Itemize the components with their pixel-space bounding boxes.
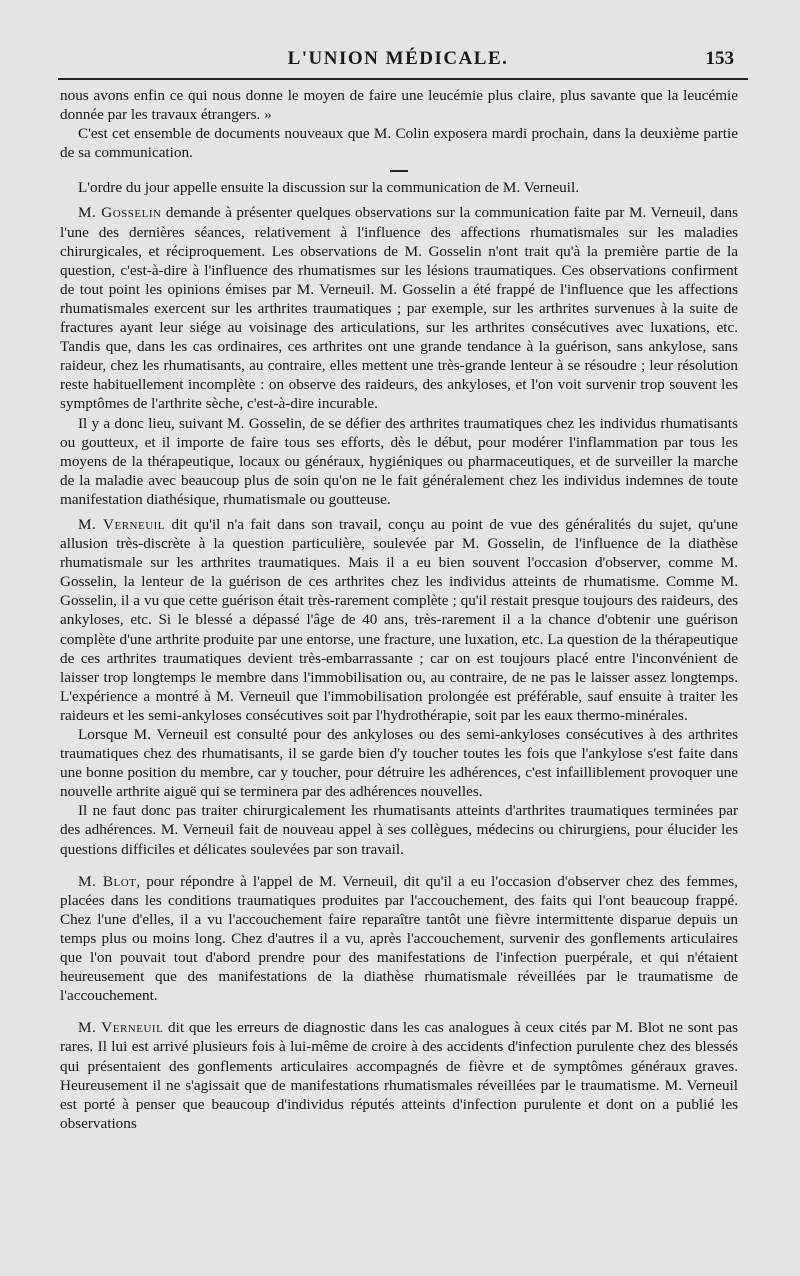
speaker-name: M. Blot bbox=[78, 872, 137, 890]
page-header bbox=[58, 44, 738, 74]
speaker-name: M. Gosselin bbox=[78, 204, 162, 222]
running-title: L'UNION MÉDICALE. bbox=[287, 48, 509, 69]
body-text bbox=[60, 86, 738, 1133]
paragraph-text: dit que les erreurs de diagnostic dans les cas analogues à ceux cités par M. Blot ne sont pas rares. Il lui est arrivé plusieurs fois à lui-même de croire à des accidents d'infection purulente chez des blessés qui présentaient des gonflements articulaires accompagnés de fièvre et de symptômes généraux graves. Heureusement il ne s'agissait que de manifestations rhumatismales réveillées par le traumatisme. M. Verneuil est porté à penser que beaucoup d'individus réputés atteints d'infection purulente et dont on a publié les observations bbox=[60, 1019, 739, 1132]
paragraph-6 bbox=[60, 515, 738, 725]
speaker-name: M. Verneuil bbox=[78, 515, 166, 533]
page-number: 153 bbox=[705, 48, 734, 69]
paragraph-1: nous avons enfin ce qui nous donne le moyen de faire une leucémie plus claire, plus savante que la leucémie donnée par les travaux étrangers. » bbox=[60, 87, 738, 124]
paragraph-4 bbox=[60, 203, 738, 413]
paragraph-text: demande à présenter quelques observations sur la communication faite par M. Verneuil, dans l'une des dernières séances, relativement à l'influence des affections rhumatismales sur les maladies chirurgicales, et réciproquement. Les observations de M. Gosselin n'ont trait qu'à la première partie de la question, c'est-à-dire à l'influence des rhumatismes sur les lésions traumatiques. Ces observations confirment de tout point les opinions émises par M. Verneuil. M. Gosselin a été frappé de l'influence que les affections rhumatismales exercent sur les arthrites traumatiques ; par exemple, sur les arthrites survenues à la suite de fractures ayant leur siége au voisinage des articulations, sur les arthrites consécutives avec luxations, etc. Tandis que, dans les cas ordinaires, ces arthrites ont une grande tendance à la guérison, sans ankylose, sans raideur, chez les rhumatisants, au contraire, elles mettent une très-grande lenteur à se résoudre ; leur résolution reste habituellement incomplète : on observe des raideurs, des ankyloses, et l'on voit survenir trop souvent les symptômes de l'arthrite sèche, c'est-à-dire incurable. bbox=[60, 204, 738, 413]
paragraph-5: Il y a donc lieu, suivant M. Gosselin, de se défier des arthrites traumatiques chez les individus rhumatisants ou goutteux, et il importe de faire tous ses efforts, dès le début, pour modérer l'inflammation par tous les moyens de la thérapeutique, locaux ou généraux, hygiéniques ou pharmaceutiques, et de surveiller la marche de la maladie avec beaucoup plus de soin qu'on ne le fait généralement chez les individus indemnes de toute manifestation diathésique, rhumatismale ou goutteuse. bbox=[60, 414, 738, 508]
paragraph-10 bbox=[60, 1018, 738, 1133]
section-divider bbox=[390, 170, 408, 172]
paragraph-8: Il ne faut donc pas traiter chirurgicalement les rhumatisants atteints d'arthrites traumatiques terminées par des adhérences. M. Verneuil fait de nouveau appel à ses collègues, médecins ou chirurgiens, pour élucider les questions difficiles et délicates soulevées par son travail. bbox=[60, 802, 738, 858]
header-rule bbox=[58, 78, 748, 80]
paragraph-3: L'ordre du jour appelle ensuite la discussion sur la communication de M. Verneuil. bbox=[78, 179, 579, 197]
paragraph-2: C'est cet ensemble de documents nouveaux que M. Colin exposera mardi prochain, dans la deuxième partie de sa communication. bbox=[60, 125, 738, 162]
paragraph-text: dit qu'il n'a fait dans son travail, conçu au point de vue des généralités du sujet, qu'une allusion très-discrète à la question particulière, soulevée par M. Gosselin, de l'influence de la diathèse rhumatismale sur les arthrites traumatiques. Mais il a eu bien souvent l'occasion d'observer, comme M. Gosselin, la lenteur de la guérison de ces arthrites chez les individus atteints de rhumatisme. Comme M. Gosselin, il a vu que cette guérison était très-rarement complète ; qu'il restait presque toujours des raideurs, des ankyloses, etc. Si le blessé a dépassé l'âge de 40 ans, très-rarement il a la chance d'obtenir une guérison complète d'une arthrite produite par une entorse, une fracture, une luxation, etc. La question de la thérapeutique de ces arthrites traumatiques devient très-embarrassante ; car on est toujours placé entre l'inconvénient de laisser trop longtemps le membre dans l'immobilisation ou, au contraire, de ne pas le laisser assez longtemps. L'expérience a montré à M. Verneuil que l'immobilisation prolongée est préférable, sauf ensuite à traiter les raideurs et les semi-ankyloses consécutives soit par l'hydrothérapie, soit par les eaux thermo-minérales. bbox=[60, 515, 739, 724]
paragraph-7: Lorsque M. Verneuil est consulté pour des ankyloses ou des semi-ankyloses consécutives à des arthrites traumatiques chez des rhumatisants, il se garde bien d'y toucher toutes les fois que l'ankylose s'est faite dans une bonne position du membre, car y toucher, pour détruire les adhérences, c'est infailliblement provoquer une nouvelle arthrite aiguë qui se terminera par des adhérences nouvelles. bbox=[60, 726, 738, 801]
paragraph-9 bbox=[60, 872, 738, 1006]
speaker-name: M. Verneuil bbox=[78, 1019, 164, 1037]
paragraph-text: , pour répondre à l'appel de M. Verneuil, dit qu'il a eu l'occasion d'observer chez des femmes, placées dans les conditions traumatiques produites par l'accouchement, des faits qui l'ont beaucoup frappé. Chez l'une d'elles, il a vu l'accouchement faire reparaître tantôt une fièvre intermittente disparue depuis un temps plus ou moins long. Chez d'autres il a vu, après l'accouchement, survenir des gonflements articulaires que l'on pouvait tout d'abord prendre pour des manifestations de l'infection puerpérale, et qui n'étaient heureusement que des manifestations de la diathèse rhumatismale réveillées par le traumatisme de l'accouchement. bbox=[60, 872, 738, 1005]
